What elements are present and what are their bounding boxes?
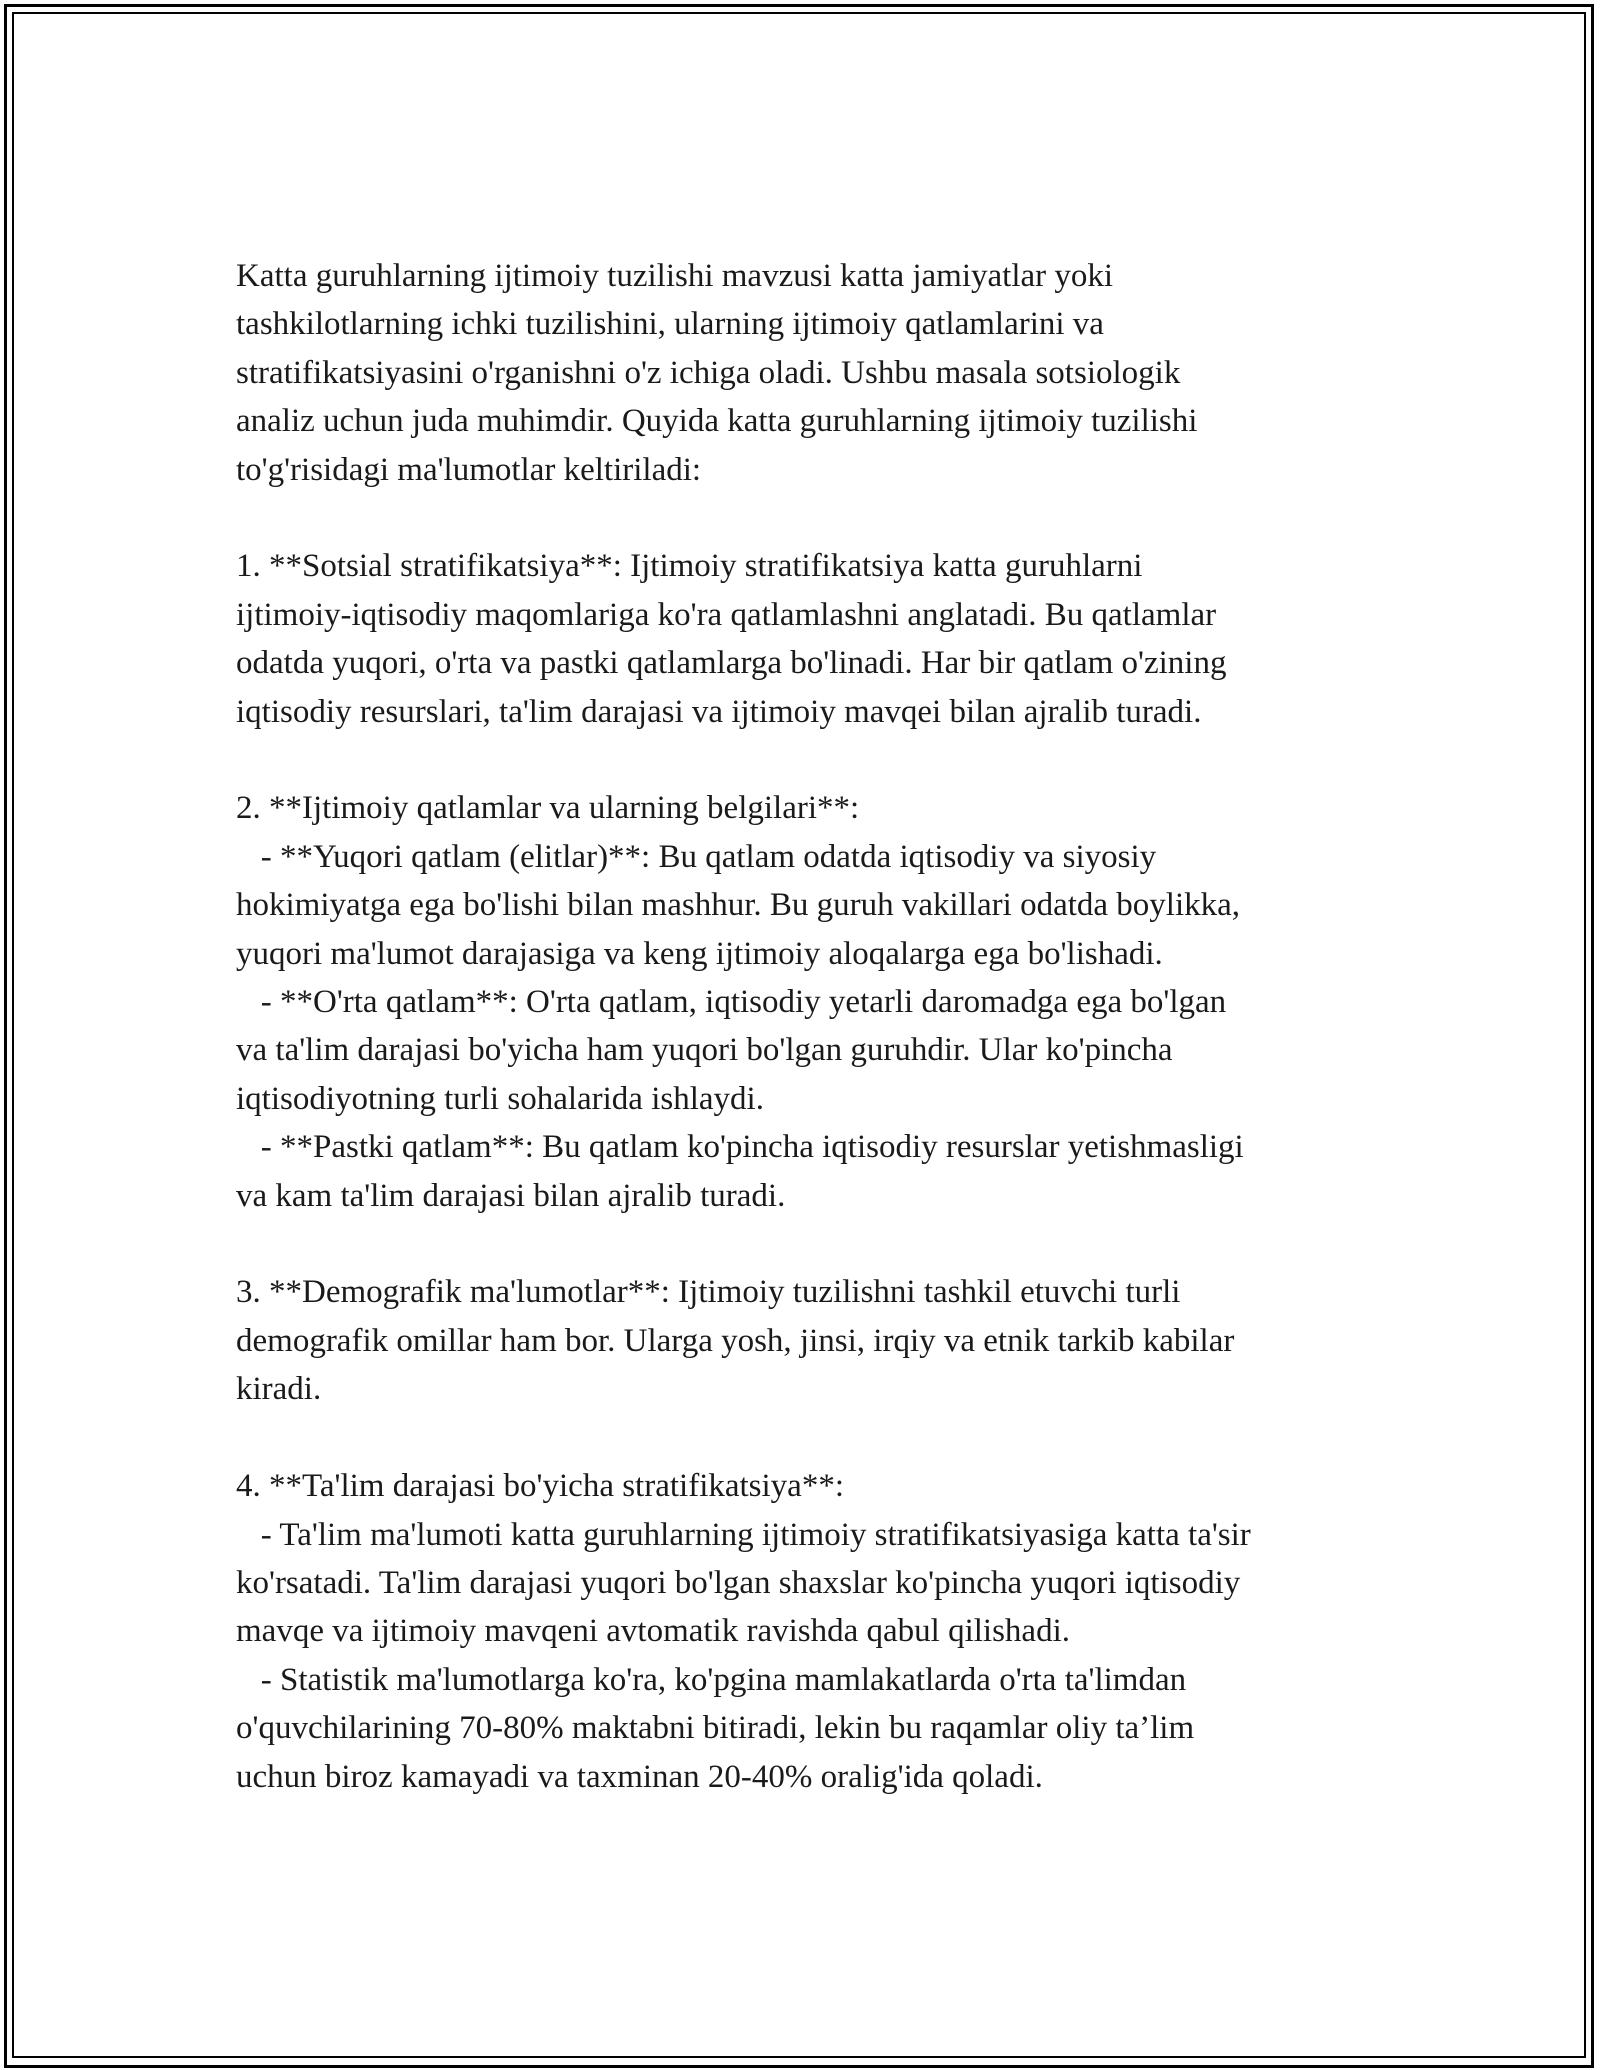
text-line: ijtimoiy-iqtisodiy maqomlariga ko'ra qatlamlashni anglatadi. Bu qatlamlar [236, 596, 1217, 633]
text-line: demografik omillar ham bor. Ularga yosh, jinsi, irqiy va etnik tarkib kabilar [236, 1322, 1235, 1359]
text-line: to'g'risidagi ma'lumotlar keltiriladi: [236, 451, 702, 488]
text-line: 2. **Ijtimoiy qatlamlar va ularning belgilari**: [236, 790, 860, 827]
section-3-paragraph [236, 1268, 1396, 1413]
text-line: yuqori ma'lumot darajasiga va keng ijtimoiy aloqalarga ega bo'lishadi. [236, 935, 1163, 972]
text-line: 1. **Sotsial stratifikatsiya**: Ijtimoiy stratifikatsiya katta guruhlarni [236, 548, 1143, 585]
text-line: 3. **Demografik ma'lumotlar**: Ijtimoiy tuzilishni tashkil etuvchi turli [236, 1274, 1181, 1311]
text-line: iqtisodiyotning turli sohalarida ishlaydi. [236, 1080, 764, 1117]
text-line: hokimiyatga ega bo'lishi bilan mashhur. Bu guruh vakillari odatda boylikka, [236, 887, 1241, 924]
text-line: - Statistik ma'lumotlarga ko'ra, ko'pgina mamlakatlarda o'rta ta'limdan [236, 1661, 1187, 1698]
intro-paragraph [236, 252, 1396, 494]
document-body [236, 252, 1396, 1849]
text-line: ko'rsatadi. Ta'lim darajasi yuqori bo'lgan shaxslar ko'pincha yuqori iqtisodiy [236, 1564, 1241, 1601]
text-line: - **Pastki qatlam**: Bu qatlam ko'pincha iqtisodiy resurslar yetishmasligi [236, 1129, 1244, 1166]
text-line: odatda yuqori, o'rta va pastki qatlamlarga bo'linadi. Har bir qatlam o'zining [236, 645, 1227, 682]
text-line: Katta guruhlarning ijtimoiy tuzilishi mavzusi katta jamiyatlar yoki [236, 258, 1114, 294]
text-line: iqtisodiy resurslari, ta'lim darajasi va ijtimoiy mavqei bilan ajralib turadi. [236, 693, 1202, 730]
section-4-paragraph [236, 1462, 1396, 1801]
text-line: tashkilotlarning ichki tuzilishini, ularning ijtimoiy qatlamlarini va [236, 306, 1104, 343]
section-1-paragraph [236, 542, 1396, 736]
section-2-paragraph [236, 784, 1396, 1220]
text-line: va ta'lim darajasi bo'yicha ham yuqori bo'lgan guruhdir. Ular ko'pincha [236, 1032, 1173, 1069]
text-line: analiz uchun juda muhimdir. Quyida katta guruhlarning ijtimoiy tuzilishi [236, 403, 1198, 440]
text-line: o'quvchilarining 70-80% maktabni bitiradi, lekin bu raqamlar oliy ta’lim [236, 1710, 1195, 1747]
text-line: kiradi. [236, 1371, 322, 1408]
text-line: uchun biroz kamayadi va taxminan 20-40% oralig'ida qoladi. [236, 1758, 1043, 1795]
text-line: - Ta'lim ma'lumoti katta guruhlarning ijtimoiy stratifikatsiyasiga katta ta'sir [236, 1516, 1251, 1553]
text-line: - **Yuqori qatlam (elitlar)**: Bu qatlam odatda iqtisodiy va siyosiy [236, 838, 1157, 875]
text-line: mavqe va ijtimoiy mavqeni avtomatik ravishda qabul qilishadi. [236, 1613, 1070, 1650]
text-line: 4. **Ta'lim darajasi bo'yicha stratifikatsiya**: [236, 1468, 845, 1505]
text-line: - **O'rta qatlam**: O'rta qatlam, iqtisodiy yetarli daromadga ega bo'lgan [236, 984, 1227, 1021]
text-line: stratifikatsiyasini o'rganishni o'z ichiga oladi. Ushbu masala sotsiologik [236, 354, 1181, 391]
text-line: va kam ta'lim darajasi bilan ajralib turadi. [236, 1177, 786, 1214]
